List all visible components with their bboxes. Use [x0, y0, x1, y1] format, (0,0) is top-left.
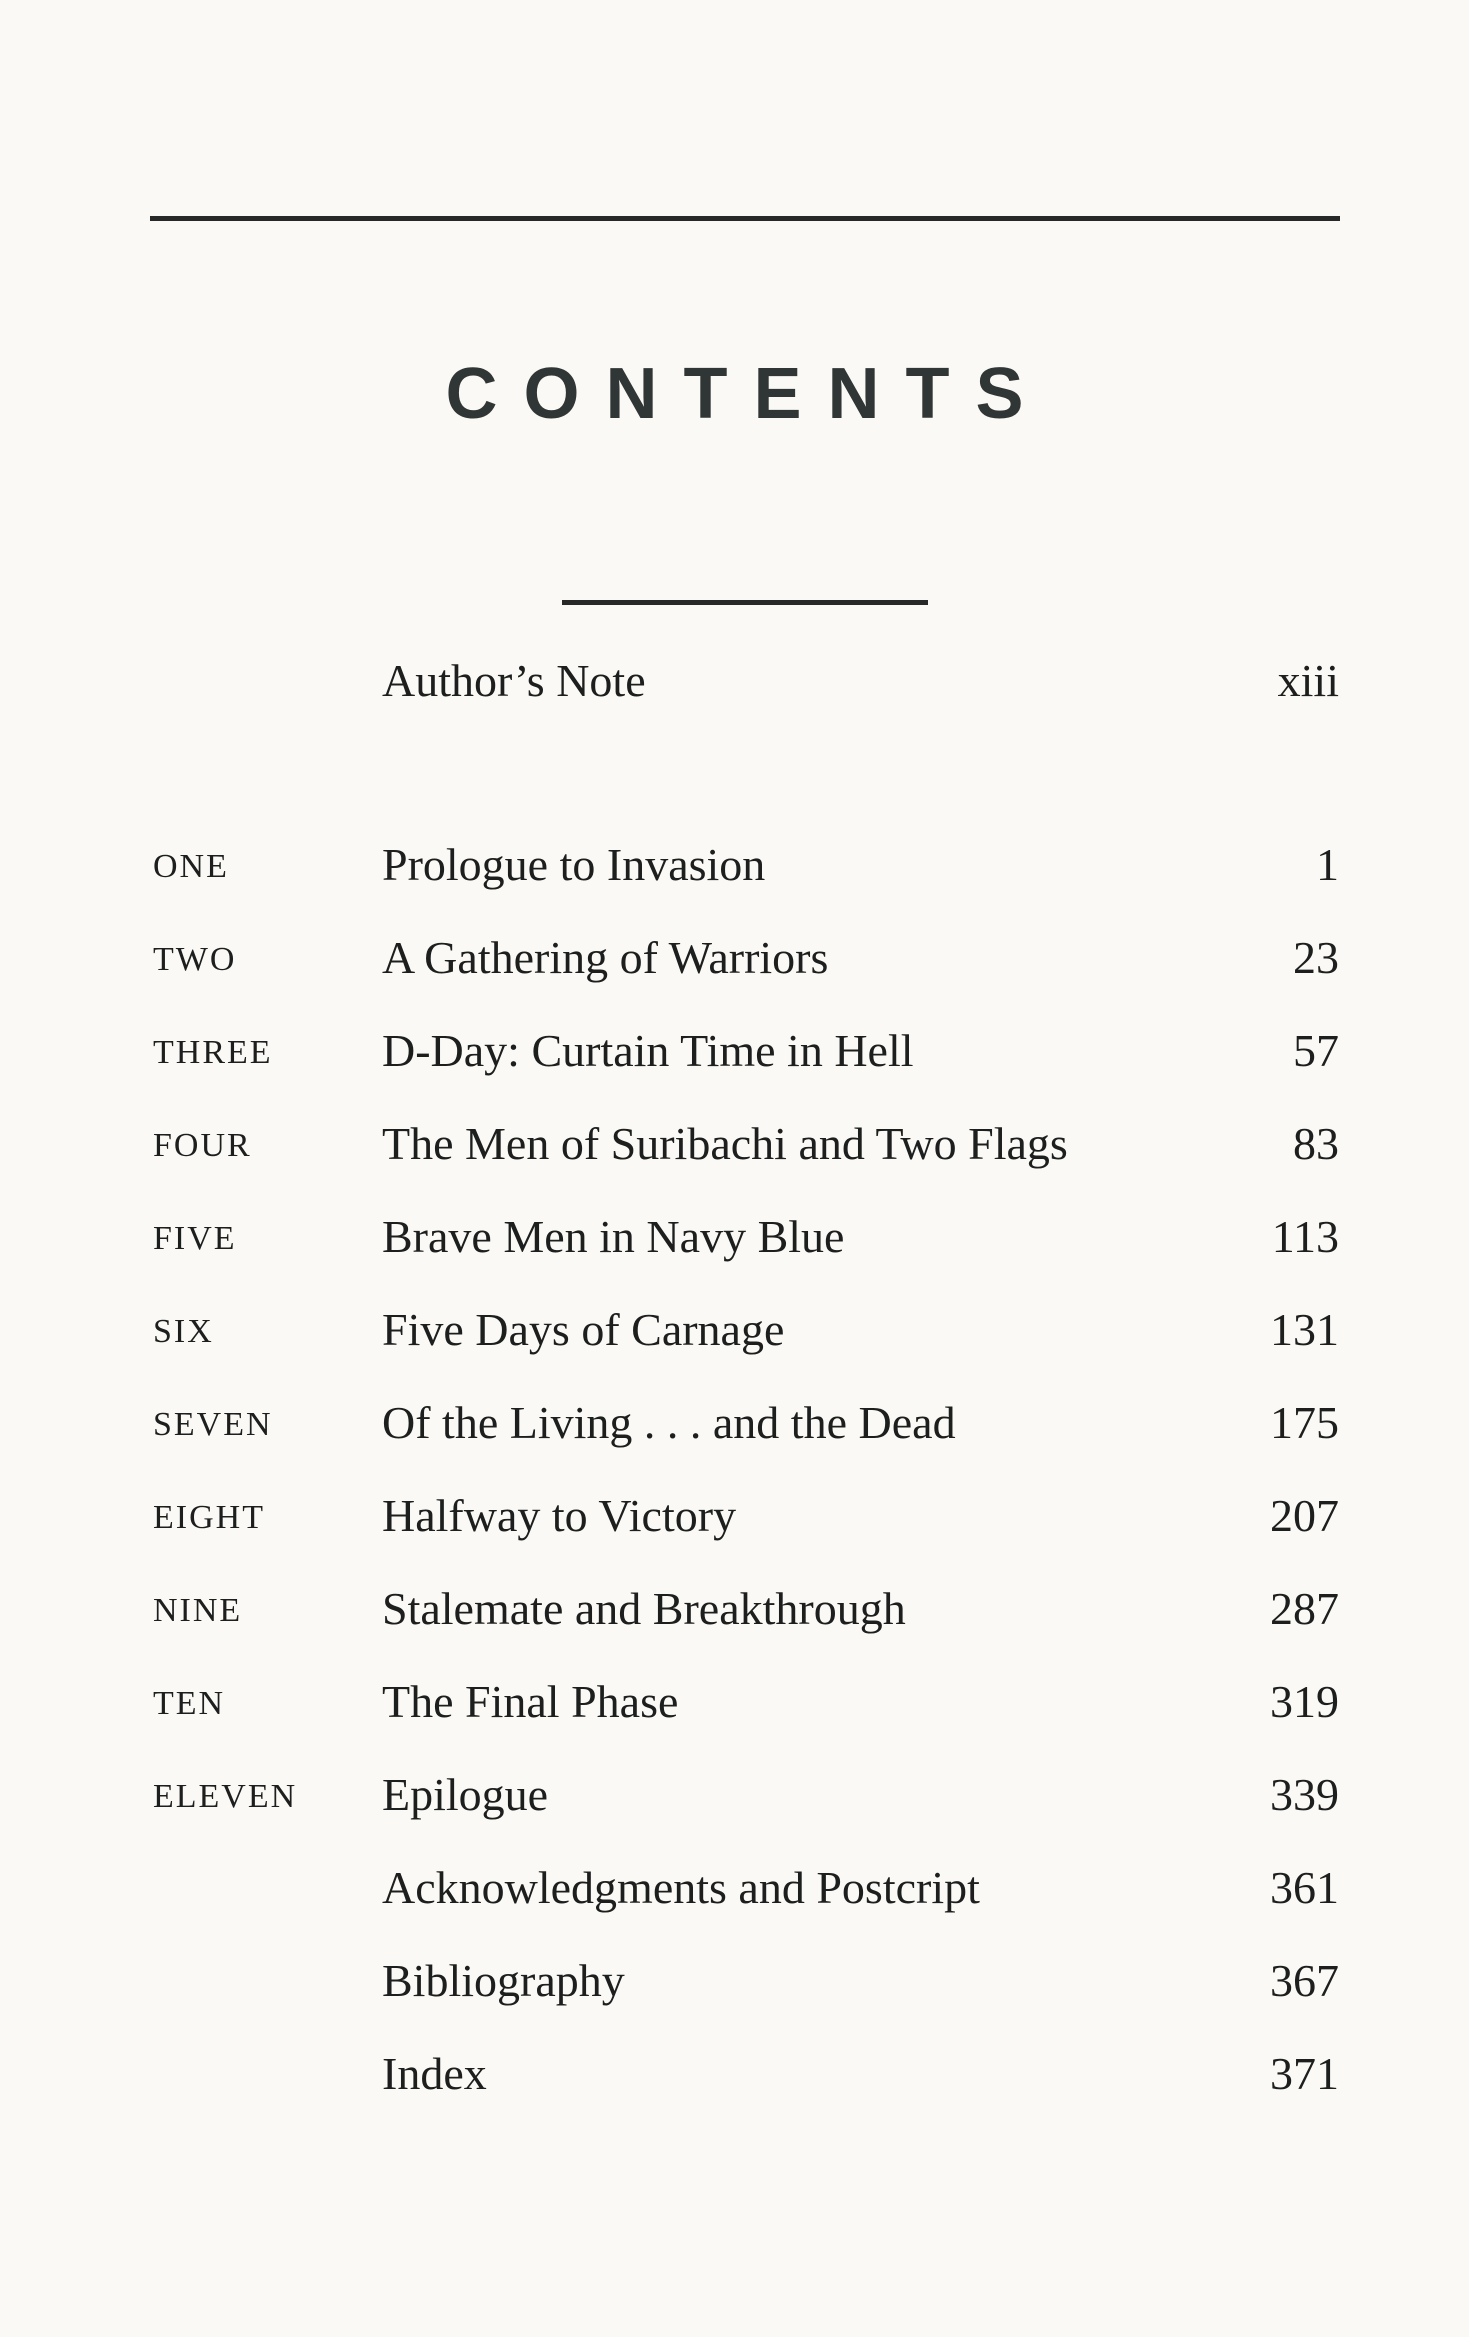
toc-entry-page: 83	[1293, 1118, 1339, 1169]
toc-entry-page: 57	[1293, 1025, 1339, 1076]
title-underline	[562, 600, 928, 605]
chapter-number: TEN	[153, 1685, 226, 1722]
toc-entry-title: Brave Men in Navy Blue	[382, 1211, 845, 1262]
toc-entry[interactable]	[0, 1008, 1469, 1078]
chapter-number: FOUR	[153, 1127, 252, 1164]
toc-entry-page: 287	[1270, 1583, 1339, 1634]
toc-entry[interactable]	[0, 1101, 1469, 1171]
chapter-number: TWO	[153, 941, 237, 978]
toc-entry-title: Five Days of Carnage	[382, 1304, 785, 1355]
toc-entry-title: Stalemate and Breakthrough	[382, 1583, 906, 1634]
toc-entry-page: 319	[1270, 1676, 1339, 1727]
toc-entry-page: 371	[1270, 2048, 1339, 2099]
toc-entry-title: Bibliography	[382, 1955, 625, 2006]
toc-entry-page: 113	[1271, 1211, 1339, 1262]
toc-entry-title: Author’s Note	[382, 655, 646, 706]
toc-entry[interactable]	[0, 2031, 1469, 2101]
toc-entry[interactable]	[0, 1194, 1469, 1264]
toc-entry-title: Of the Living . . . and the Dead	[382, 1397, 956, 1448]
chapter-number: ELEVEN	[153, 1778, 298, 1815]
toc-entry[interactable]	[0, 1659, 1469, 1729]
chapter-number: EIGHT	[153, 1499, 265, 1536]
toc-entry-title: Halfway to Victory	[382, 1490, 737, 1541]
top-rule	[150, 216, 1340, 221]
chapter-number: SIX	[153, 1313, 214, 1350]
chapter-number: SEVEN	[153, 1406, 273, 1443]
toc-entry[interactable]	[0, 1287, 1469, 1357]
chapter-number: NINE	[153, 1592, 243, 1629]
toc-entry[interactable]	[0, 1380, 1469, 1450]
toc-entry[interactable]	[0, 822, 1469, 892]
toc-entry-page: 367	[1270, 1955, 1339, 2006]
toc-entry[interactable]	[0, 915, 1469, 985]
toc-entry[interactable]	[0, 1752, 1469, 1822]
toc-entry-page: 175	[1270, 1397, 1339, 1448]
toc-entry-title: D-Day: Curtain Time in Hell	[382, 1025, 914, 1076]
chapter-number: FIVE	[153, 1220, 237, 1257]
toc-entry[interactable]	[0, 1566, 1469, 1636]
toc-entry-title: The Men of Suribachi and Two Flags	[382, 1118, 1068, 1169]
toc-entry-page: 131	[1270, 1304, 1339, 1355]
toc-entry[interactable]	[0, 1845, 1469, 1915]
toc-entry-page: xiii	[1277, 655, 1339, 706]
chapter-number: THREE	[153, 1034, 273, 1071]
toc-entry-page: 1	[1316, 839, 1339, 890]
toc-entry-title: The Final Phase	[382, 1676, 679, 1727]
chapter-number: ONE	[153, 848, 229, 885]
toc-entry-page: 339	[1270, 1769, 1339, 1820]
toc-entry-title: Epilogue	[382, 1769, 549, 1820]
toc-entry-title: A Gathering of Warriors	[382, 932, 829, 983]
toc-entry-title: Acknowledgments and Postcript	[382, 1862, 980, 1913]
toc-entry-page: 207	[1270, 1490, 1339, 1541]
toc-entry-title: Index	[382, 2048, 487, 2099]
toc-entry[interactable]	[0, 1473, 1469, 1543]
toc-entry-title: Prologue to Invasion	[382, 839, 766, 890]
toc-entry-page: 23	[1293, 932, 1339, 983]
toc-entry-front-matter[interactable]	[0, 638, 1469, 708]
toc-entry-page: 361	[1270, 1862, 1339, 1913]
toc-entry[interactable]	[0, 1938, 1469, 2008]
page-title: CONTENTS	[445, 354, 1050, 434]
